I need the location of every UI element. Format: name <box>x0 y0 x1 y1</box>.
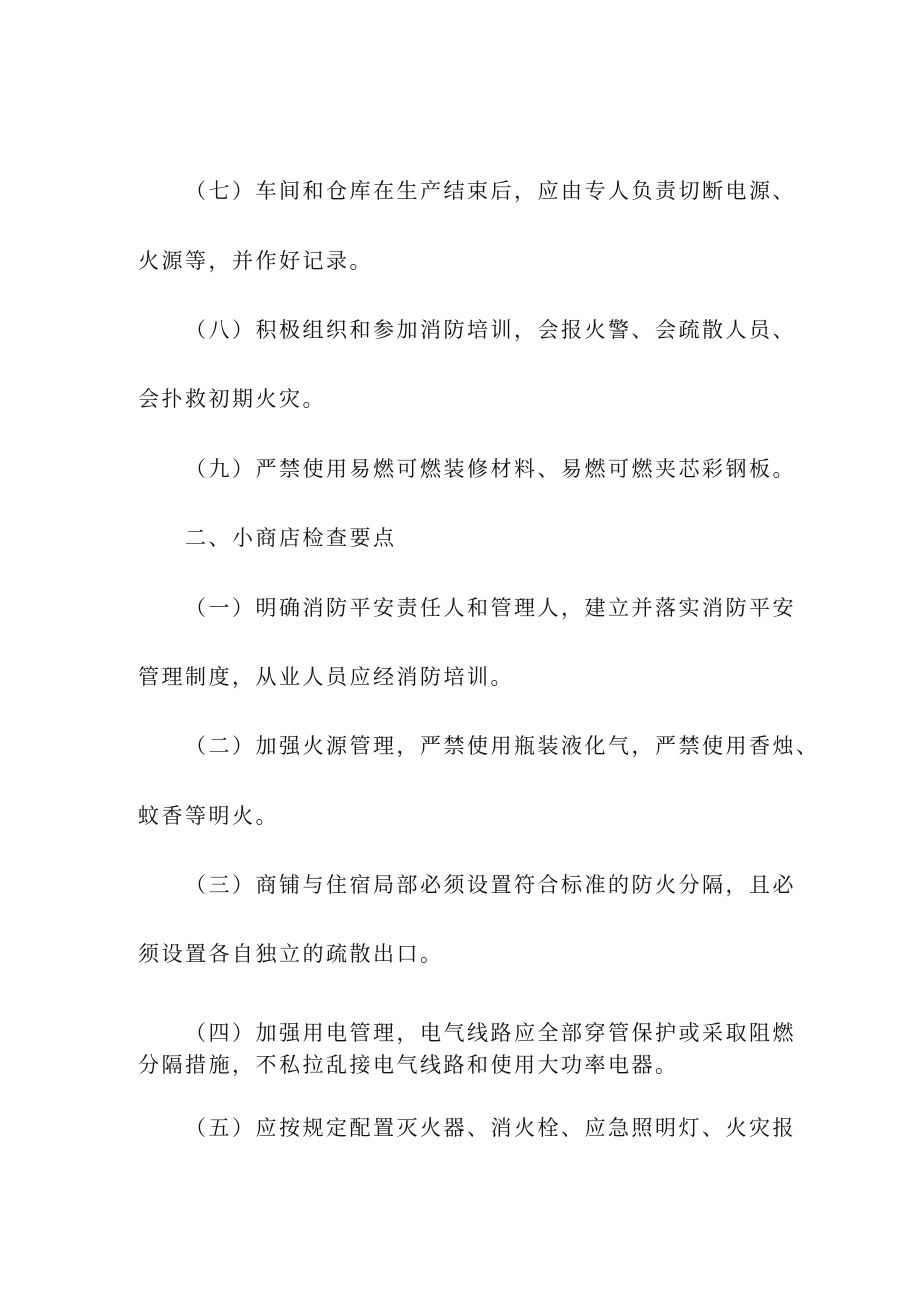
paragraph-3-line-2: 须设置各自独立的疏散出口。 <box>138 942 444 966</box>
paragraph-9: （九）严禁使用易燃可燃装修材料、易燃可燃夹芯彩钢板。 <box>185 457 796 481</box>
paragraph-1-line-2: 管理制度，从业人员应经消防培训。 <box>138 665 514 689</box>
paragraph-3-line-1: （三）商铺与住宿局部必须设置符合标准的防火分隔，且必 <box>185 873 796 897</box>
paragraph-8-line-2: 会扑救初期火灾。 <box>138 387 326 411</box>
paragraph-4-line-1: （四）加强用电管理，电气线路应全部穿管保护或采取阻燃 <box>185 1021 796 1045</box>
paragraph-8-line-1: （八）积极组织和参加消防培训，会报火警、会疏散人员、 <box>185 318 796 342</box>
section-heading: 二、小商店检查要点 <box>185 526 397 550</box>
paragraph-2-line-1: （二）加强火源管理，严禁使用瓶装液化气，严禁使用香烛、 <box>185 734 820 758</box>
paragraph-2-line-2: 蚊香等明火。 <box>138 804 279 828</box>
paragraph-4-line-2: 分隔措施，不私拉乱接电气线路和使用大功率电器。 <box>138 1053 679 1077</box>
paragraph-5-line-1: （五）应按规定配置灭火器、消火栓、应急照明灯、火灾报 <box>185 1116 796 1140</box>
paragraph-7-line-1: （七）车间和仓库在生产结束后，应由专人负责切断电源、 <box>185 179 796 203</box>
paragraph-7-line-2: 火源等，并作好记录。 <box>138 249 373 273</box>
paragraph-1-line-1: （一）明确消防平安责任人和管理人，建立并落实消防平安 <box>185 596 796 620</box>
